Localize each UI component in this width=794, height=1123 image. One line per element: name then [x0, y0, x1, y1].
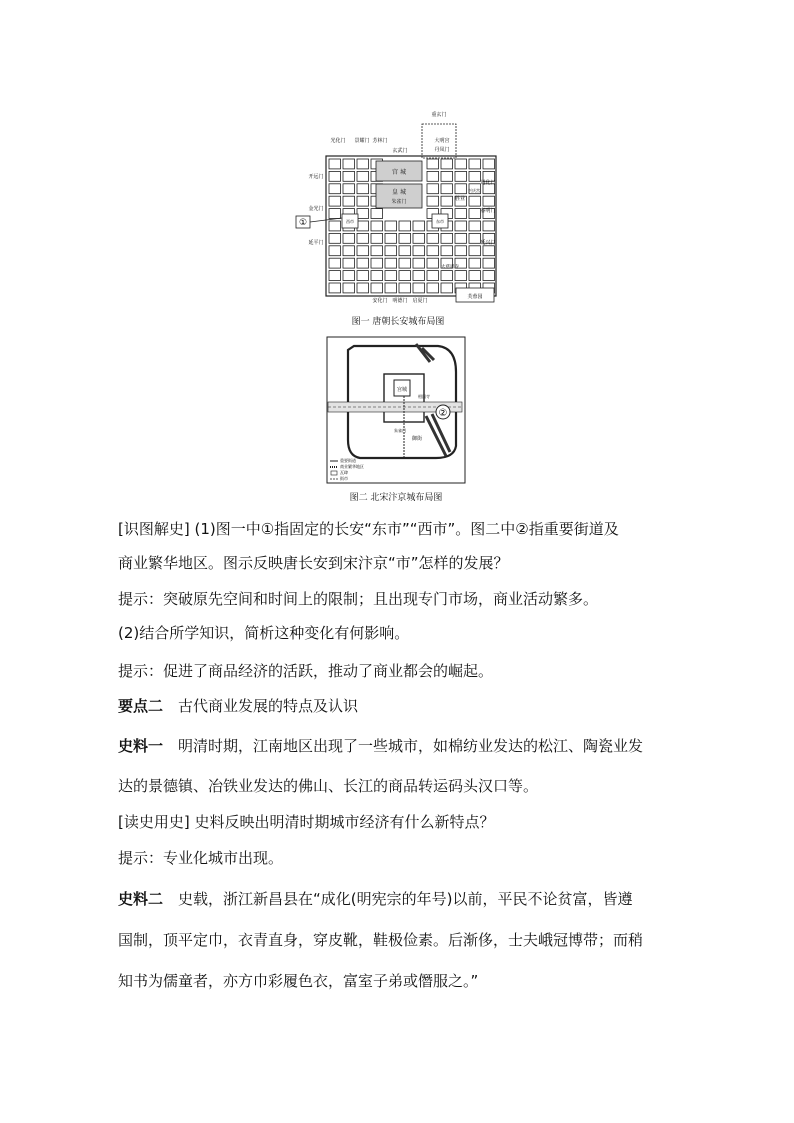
tag-identify: [识图解史] [118, 520, 190, 538]
ward-block [329, 233, 341, 243]
xingqing-label: 兴庆宫 [468, 188, 480, 193]
ward-block [413, 233, 425, 243]
heading-key-point: 要点二 [118, 697, 164, 715]
ward-block [343, 271, 355, 281]
ward-block [427, 258, 439, 268]
ward-block [469, 233, 481, 243]
ward-block [413, 221, 425, 231]
xiangguo-label: 相国寺 [418, 394, 430, 399]
text-line-3: 提示：突破原先空间和时间上的限制；且出现专门市场，商业活动繁多。 [118, 590, 599, 608]
ward-block [343, 171, 355, 181]
ward-block [469, 209, 481, 219]
ward-block [329, 184, 341, 194]
ward-block [357, 233, 369, 243]
gate-right-3: 延兴门 [480, 240, 496, 246]
ward-block [469, 221, 481, 231]
ward-block [427, 171, 439, 181]
tag-read: [读史用史] [118, 813, 190, 831]
ward-block [483, 196, 495, 206]
ward-block [469, 246, 481, 256]
figure2-caption: 图二 北宋汴京城布局图 [349, 493, 443, 503]
figure1-caption: 图一 唐朝长安城布局图 [351, 317, 445, 327]
ward-block [371, 233, 383, 243]
ward-block [413, 271, 425, 281]
marker-one: ① [298, 218, 308, 228]
legend-2: 商业繁华地区 [340, 464, 364, 469]
ward-block [371, 221, 383, 231]
ward-block [329, 283, 341, 293]
text-line-11: 史料二 史载，浙江新昌县在“成化(明宪宗的年号)以前，平民不论贫富，皆遵 [118, 890, 633, 908]
text-line-4: (2)结合所学知识，简析这种变化有何影响。 [118, 624, 410, 642]
ward-block [427, 271, 439, 281]
text-line-6: 要点二 古代商业发展的特点及认识 [118, 697, 359, 715]
ward-block [441, 184, 453, 194]
ward-block [427, 196, 439, 206]
ward-block [399, 258, 411, 268]
ward-block [469, 159, 481, 169]
gate-top-4: 玄武门 [392, 148, 408, 154]
ward-block [329, 196, 341, 206]
ward-block [357, 283, 369, 293]
ward-block [399, 221, 411, 231]
ward-block [455, 233, 467, 243]
palace-label: 宫 城 [392, 169, 406, 176]
ward-block [357, 196, 369, 206]
ward-block [385, 233, 397, 243]
changan-map-figure [294, 104, 494, 304]
ward-block [357, 246, 369, 256]
ward-block [371, 271, 383, 281]
legend-4: 街市 [340, 476, 348, 481]
ward-block [483, 221, 495, 231]
text-line-7: 史料一 明清时期，江南地区出现了一些城市，如棉纺业发达的松江、陶瓷业发 [118, 737, 644, 755]
marker-two: ② [438, 408, 448, 419]
ward-block [385, 271, 397, 281]
ward-block [343, 283, 355, 293]
ward-block [427, 159, 439, 169]
ward-block [357, 159, 369, 169]
ward-block [483, 159, 495, 169]
gate-top-3: 芳林门 [372, 138, 388, 144]
gate-bottom-1: 安化门 [372, 298, 388, 304]
ward-block [413, 258, 425, 268]
ward-block [483, 258, 495, 268]
gate-right-1: 通化门 [480, 180, 496, 186]
text-line-5: 提示：促进了商品经济的活跃，推动了商业都会的崛起。 [118, 662, 494, 680]
ward-block [329, 271, 341, 281]
ward-block [357, 258, 369, 268]
text-line-2: 商业繁华地区。图示反映唐长安到宋汴京“市”怎样的发展？ [118, 554, 509, 572]
ward-block [441, 159, 453, 169]
ci-label: 大慈恩寺 [441, 265, 459, 270]
text-line-1: [识图解史] (1)图一中①指固定的长安“东市”“西市”。图二中②指重要街道及 [118, 520, 619, 538]
gate-left-2: 金光门 [308, 206, 324, 212]
ward-block [441, 271, 453, 281]
zhuque-label: 朱雀门 [391, 199, 407, 205]
ward-block [469, 171, 481, 181]
ward-block [385, 246, 397, 256]
ward-block [385, 221, 397, 231]
ward-block [371, 283, 383, 293]
ward-block [455, 159, 467, 169]
text-line-13: 知书为儒童者，亦方巾彩履色衣，富室子弟或僭服之。” [118, 972, 479, 990]
west-market-label: 西市 [346, 219, 354, 224]
gate-top-1: 光化门 [330, 138, 346, 144]
ward-block [427, 283, 439, 293]
gate-top-5: 重玄门 [431, 112, 447, 118]
ward-block [357, 171, 369, 181]
ward-block [371, 258, 383, 268]
east-market-label: 东市 [436, 219, 444, 224]
ward-block [483, 271, 495, 281]
ward-block [385, 283, 397, 293]
gate-bottom-2: 明德门 [392, 298, 408, 304]
ward-block [455, 209, 467, 219]
ward-block [413, 283, 425, 293]
ward-block [343, 184, 355, 194]
ward-block [455, 221, 467, 231]
ward-block [399, 283, 411, 293]
gate-left-1: 开远门 [308, 174, 324, 180]
text-line-9: [读史用史] 史料反映出明清时期城市经济有什么新特点？ [118, 813, 495, 831]
gate-bottom-3: 启夏门 [412, 298, 428, 304]
ward-block [343, 258, 355, 268]
ward-block [329, 159, 341, 169]
ward-block [343, 246, 355, 256]
ward-block [469, 271, 481, 281]
ward-block [329, 171, 341, 181]
ward-block [469, 258, 481, 268]
legend-3: 瓦肆 [340, 470, 348, 475]
ward-block [441, 233, 453, 243]
text-line-12: 国制，顶平定巾，衣青直身，穿皮靴，鞋极俭素。后渐侈，士夫峨冠博带；而稍 [118, 931, 644, 949]
ward-block [399, 246, 411, 256]
ward-block [357, 271, 369, 281]
ward-block [441, 283, 453, 293]
ward-block [427, 246, 439, 256]
text-line-8: 达的景德镇、冶铁业发达的佛山、长江的商品转运码头汉口等。 [118, 777, 539, 795]
shengye-label: 胜业 [454, 196, 466, 202]
ward-block [371, 209, 383, 219]
daming-label: 大明宫 [434, 138, 450, 144]
legend-1: 重要街道 [340, 458, 356, 463]
ward-block [357, 184, 369, 194]
ward-block [329, 246, 341, 256]
ward-block [329, 221, 341, 231]
ward-block [441, 196, 453, 206]
ward-block [329, 209, 341, 219]
zhuque2-label: 朱雀门 [394, 428, 406, 433]
ward-block [483, 246, 495, 256]
imperial-label: 皇 城 [392, 189, 406, 196]
ward-block [427, 233, 439, 243]
ward-block [399, 271, 411, 281]
ward-block [399, 233, 411, 243]
danfeng-label: 丹凤门 [434, 147, 450, 153]
ward-block [343, 233, 355, 243]
source-two-label: 史料二 [118, 890, 164, 908]
ward-block [329, 258, 341, 268]
ward-block [371, 246, 383, 256]
text-line-10: 提示：专业化城市出现。 [118, 849, 284, 867]
ward-block [455, 271, 467, 281]
gate-left-3: 延平门 [308, 240, 324, 246]
ward-block [343, 196, 355, 206]
gate-top-2: 景耀门 [354, 138, 370, 144]
ward-block [455, 246, 467, 256]
ward-block [343, 159, 355, 169]
ward-block [357, 209, 369, 219]
ward-block [469, 196, 481, 206]
bianjing-map-figure [326, 336, 466, 484]
gate-right-2: 春明门 [480, 208, 496, 214]
furong-label: 芙蓉园 [467, 294, 483, 300]
ward-block [441, 246, 453, 256]
ward-block [455, 171, 467, 181]
fig2-palace-label: 宫城 [396, 387, 408, 393]
source-one-label: 史料一 [118, 737, 164, 755]
ward-block [357, 221, 369, 231]
ward-block [385, 258, 397, 268]
ward-block [455, 184, 467, 194]
ward-block [427, 184, 439, 194]
ward-block [441, 171, 453, 181]
ward-block [413, 246, 425, 256]
street-label: 御街 [412, 436, 423, 442]
